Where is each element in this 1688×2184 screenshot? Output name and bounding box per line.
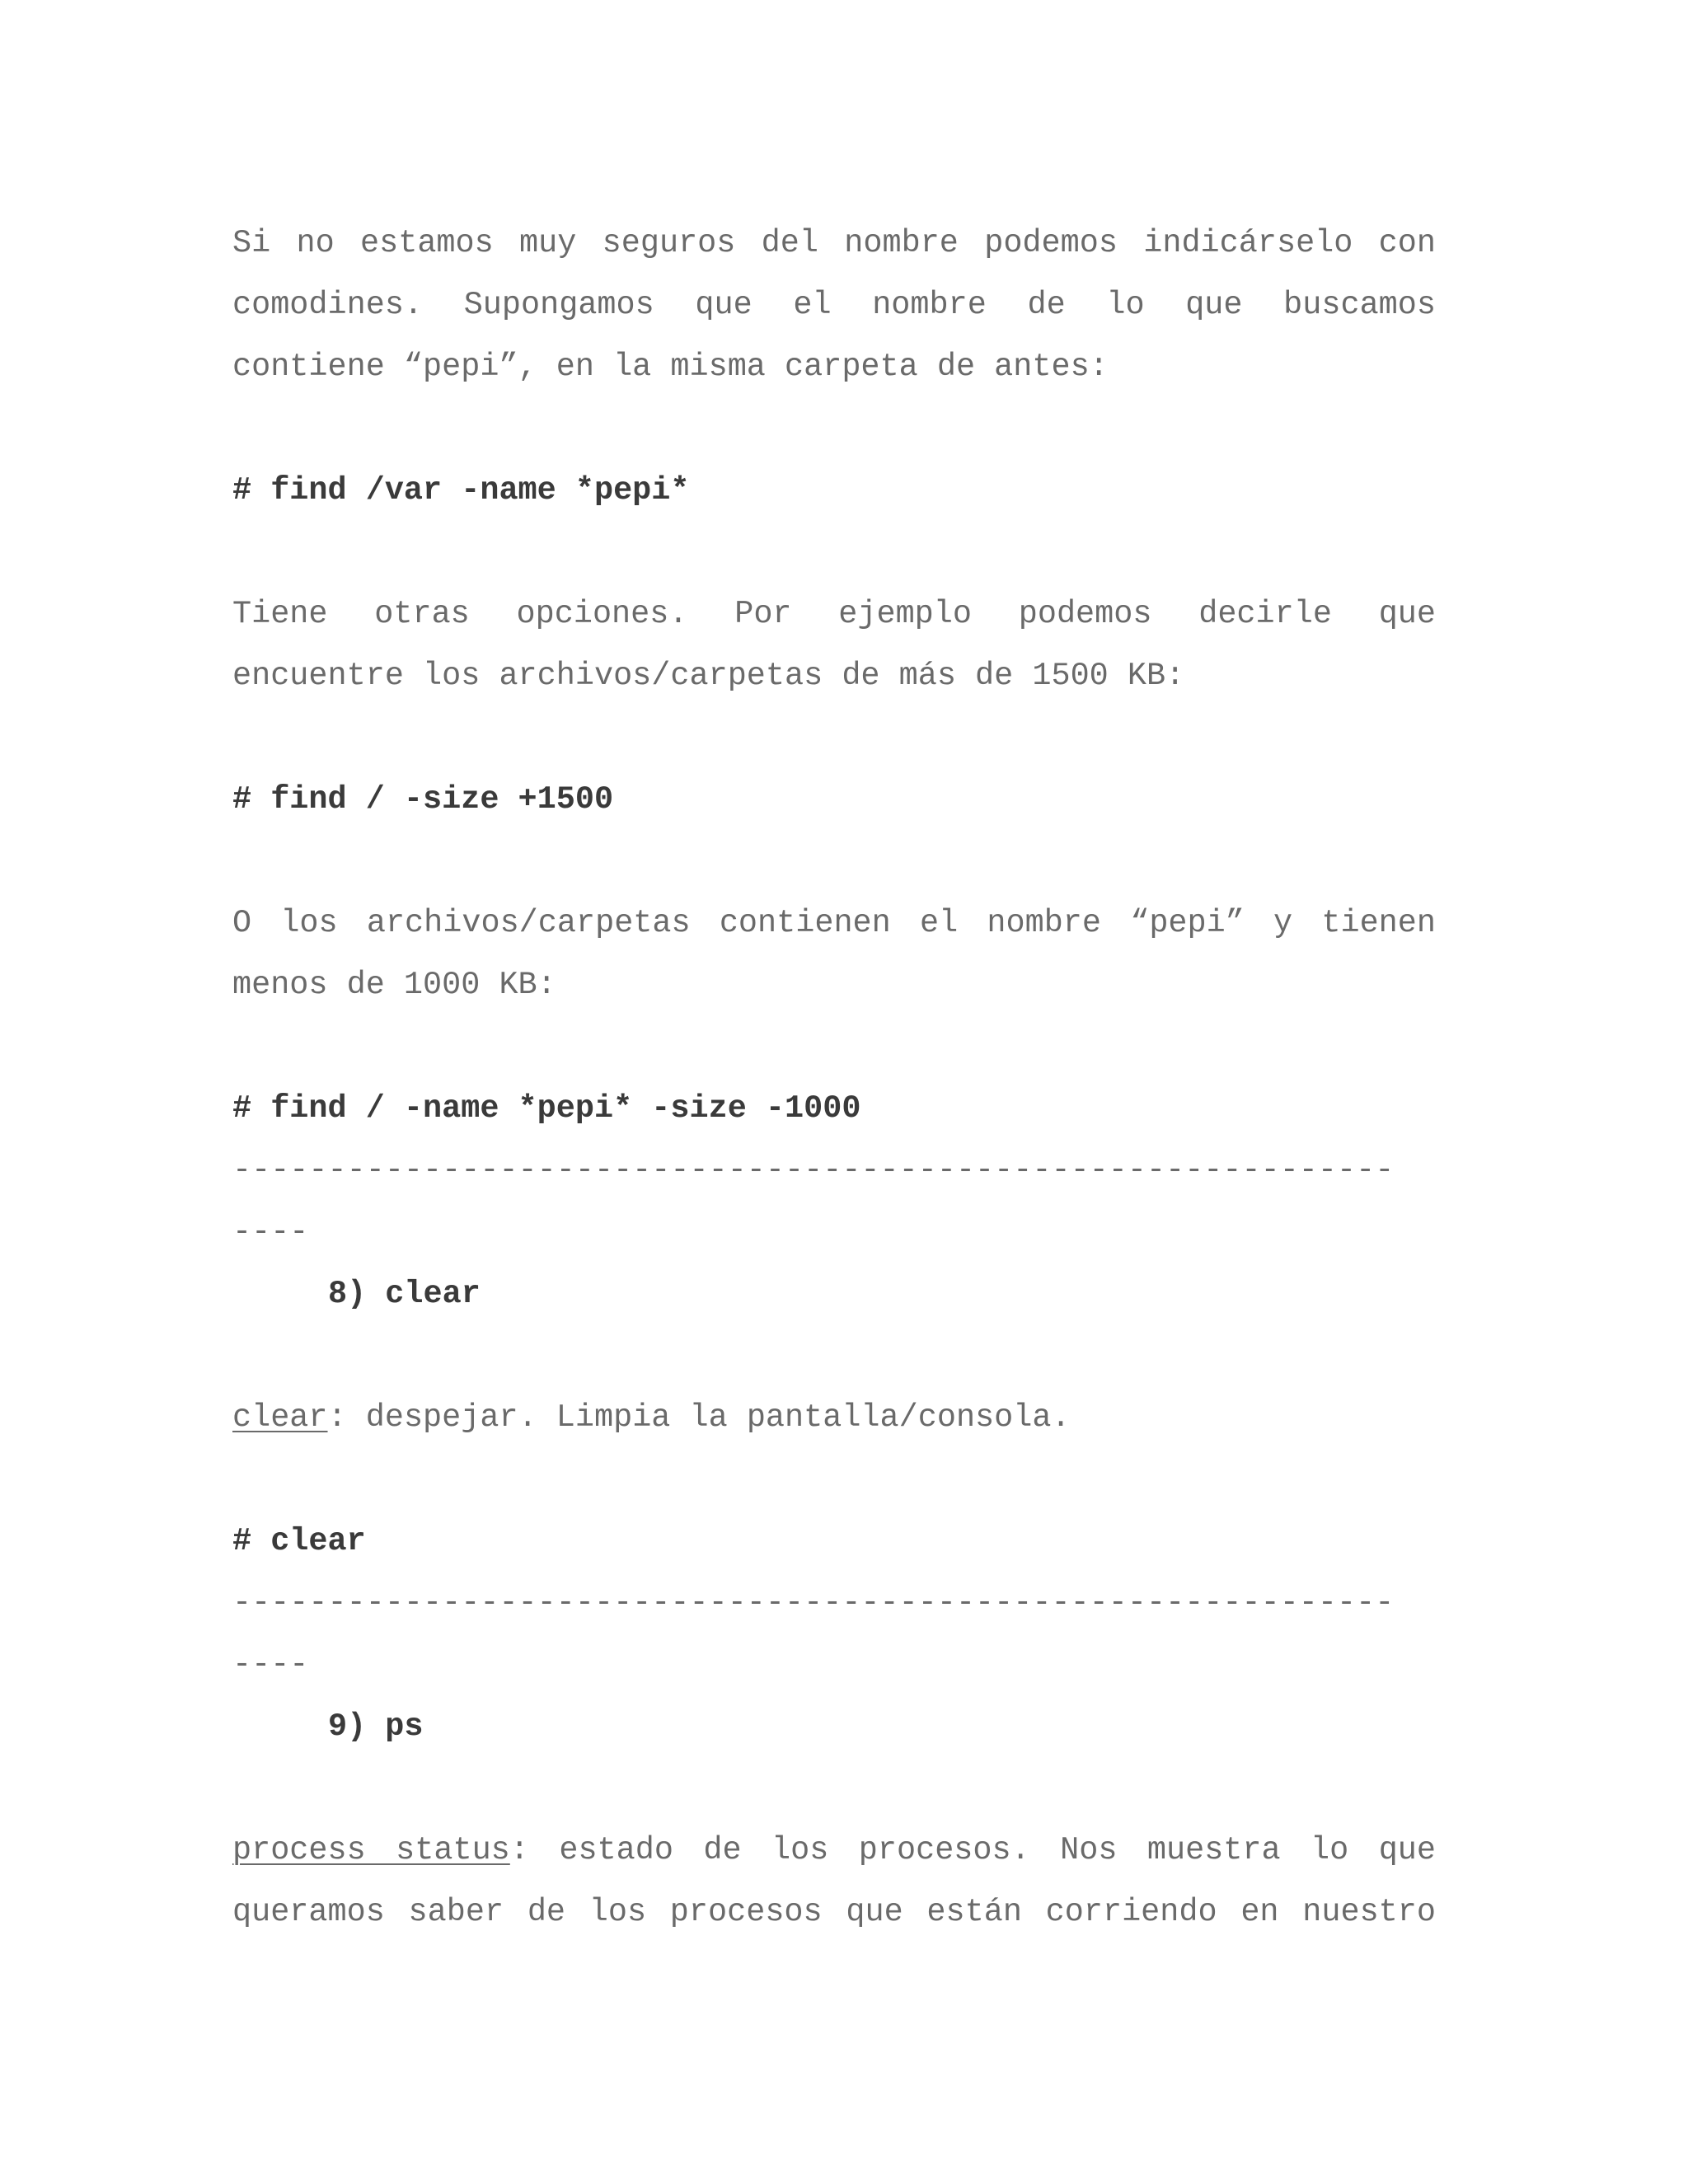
section-8-description-text: : despejar. Limpia la pantalla/consola. <box>327 1399 1071 1436</box>
section-9-description-line-2: queramos saber de los procesos que están corriendo en nuestro <box>232 1894 1436 1930</box>
document-page <box>232 213 1436 1943</box>
spacer <box>232 1449 1436 1511</box>
paragraph-1-line-1: Si no estamos muy seguros del nombre podemos indicárselo con <box>232 225 1436 261</box>
paragraph-1-line-3: contiene “pepi”, en la misma carpeta de antes: <box>232 349 1109 385</box>
paragraph-3-line-1: O los archivos/carpetas contienen el nombre “pepi” y tienen <box>232 905 1436 941</box>
command-find-name-size: # find / -name *pepi* -size -1000 <box>232 1090 861 1127</box>
paragraph-2-line-1: Tiene otras opciones. Por ejemplo podemos decirle que <box>232 596 1436 632</box>
section-8-description <box>232 1387 1436 1449</box>
command-find-size: # find / -size +1500 <box>232 781 614 818</box>
spacer <box>232 707 1436 769</box>
term-process-status: process status <box>232 1832 510 1868</box>
command-find-name: # find /var -name *pepi* <box>232 472 690 509</box>
section-8-heading: 8) clear <box>328 1276 481 1312</box>
separator-rule-tail: ---- <box>232 1647 309 1683</box>
command-clear: # clear <box>232 1523 366 1559</box>
paragraph-2-line-2: encuentre los archivos/carpetas de más de 1500 KB: <box>232 658 1185 694</box>
spacer <box>232 1758 1436 1820</box>
separator-rule: ------------------------------------------------------------- <box>232 1585 1395 1621</box>
spacer <box>232 831 1436 893</box>
paragraph-1-line-2: comodines. Supongamos que el nombre de lo que buscamos <box>232 287 1436 323</box>
paragraph-3-line-2: menos de 1000 KB: <box>232 967 556 1003</box>
spacer <box>232 522 1436 583</box>
spacer <box>232 1325 1436 1387</box>
spacer <box>232 398 1436 460</box>
separator-rule-tail: ---- <box>232 1214 309 1250</box>
term-clear: clear <box>232 1399 328 1436</box>
section-9-description-text: : estado de los procesos. Nos muestra lo que <box>509 1832 1437 1868</box>
spacer <box>232 1016 1436 1078</box>
separator-rule: ------------------------------------------------------------- <box>232 1152 1395 1188</box>
section-9-heading: 9) ps <box>328 1708 424 1745</box>
section-9-description-line-1 <box>232 1820 1436 1882</box>
